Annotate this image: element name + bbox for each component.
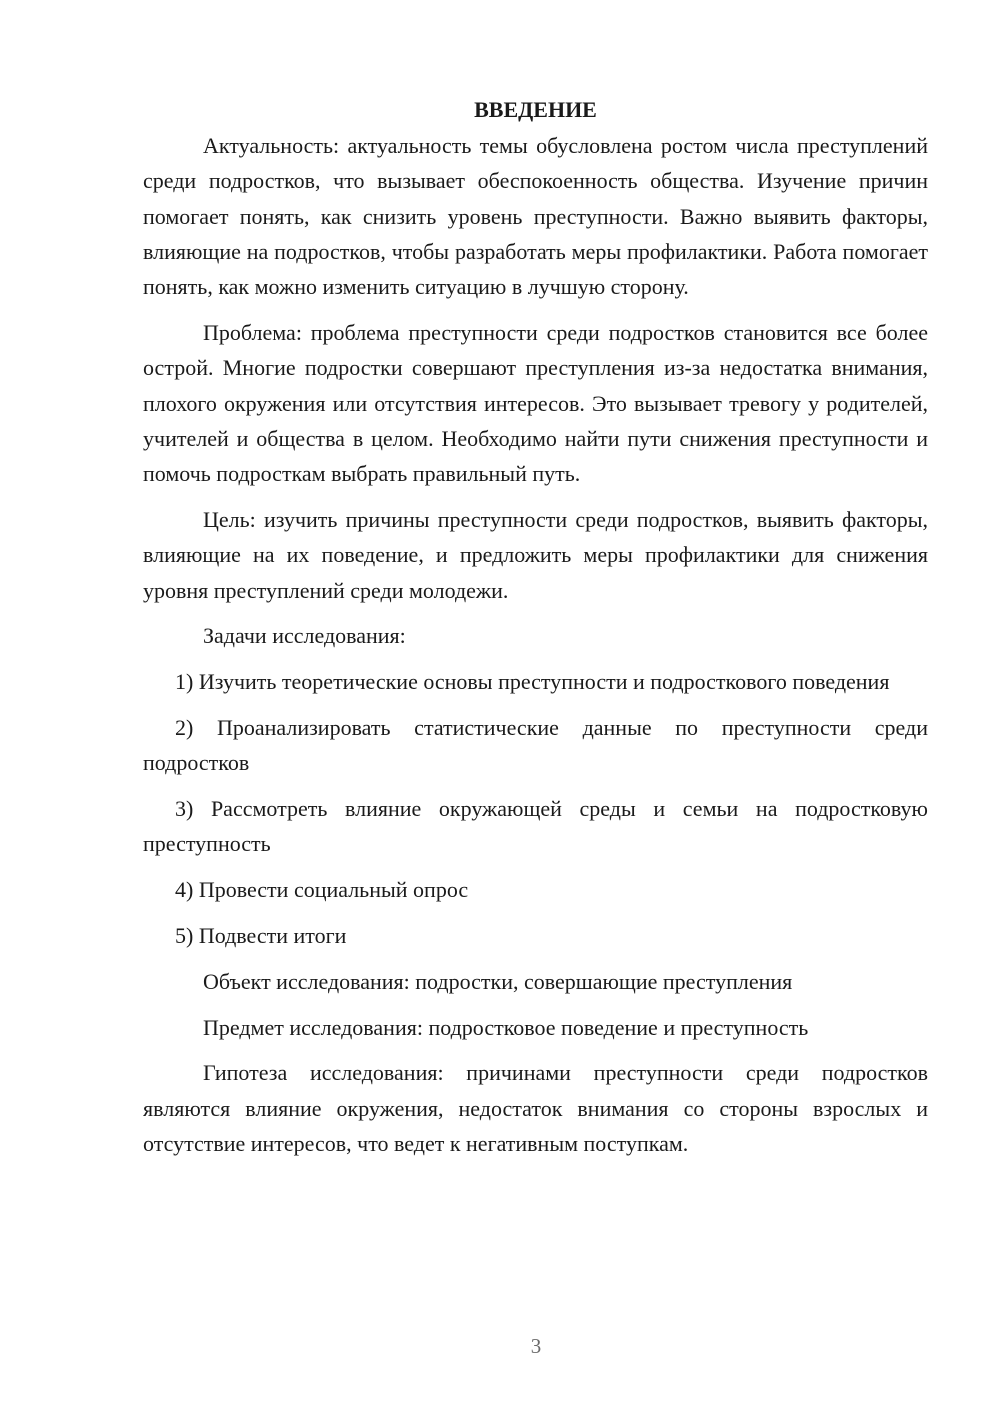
- research-object: Объект исследования: подростки, совершающие преступления: [203, 968, 793, 994]
- page-number: 3: [530, 1334, 542, 1358]
- research-subject: Предмет исследования: подростковое поведение и преступность: [203, 1014, 809, 1040]
- task-item-2: 2) Проанализировать статистические данные по преступности среди подростков: [143, 714, 928, 776]
- task-item-1: 1) Изучить теоретические основы преступности и подросткового поведения: [175, 669, 890, 695]
- tasks-heading: Задачи исследования:: [203, 623, 406, 649]
- page-title: ВВЕДЕНИЕ: [474, 97, 597, 122]
- task-item-3: 3) Рассмотреть влияние окружающей среды и семьи на подростковую преступность: [143, 796, 928, 857]
- goal-paragraph: Цель: изучить причины преступности среди подростков, выявить факторы, влияющие на их поведение, и предложить меры профилактики для снижения уровня преступлений среди молодежи.: [143, 506, 928, 603]
- page-content: [143, 92, 928, 1161]
- task-item-5: 5) Подвести итоги: [175, 922, 347, 948]
- task-item-4: 4) Провести социальный опрос: [175, 877, 469, 903]
- relevance-paragraph: Актуальность: актуальность темы обусловлена ростом числа преступлений среди подростков, что вызывает обеспокоенность общества. Изучение причин помогает понять, как снизить уровень преступности. Важно выявить факторы, влияющие на подростков, чтобы разработать меры профилактики. Работа помогает понять, как можно изменить ситуацию в лучшую сторону.: [143, 133, 928, 300]
- problem-paragraph: Проблема: проблема преступности среди подростков становится все более острой. Многие подростки совершают преступления из-за недостатка внимания, плохого окружения или отсутствия интересов. Это вызывает тревогу у родителей, учителей и общества в целом. Необходимо найти пути снижения преступности и помочь подросткам выбрать правильный путь.: [143, 319, 928, 487]
- research-hypothesis: Гипотеза исследования: причинами преступности среди подростков являются влияние окружения, недостаток внимания со стороны взрослых и отсутствие интересов, что ведет к негативным поступкам.: [143, 1060, 928, 1156]
